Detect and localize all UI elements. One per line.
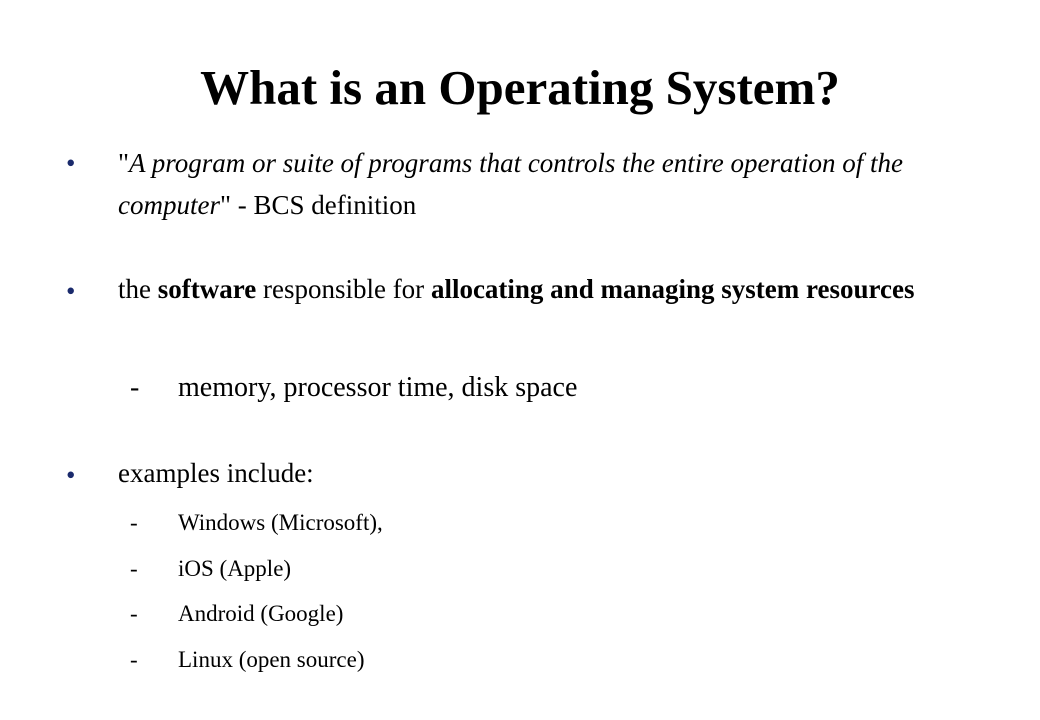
quote-close: " <box>219 190 232 220</box>
resources-bold: allocating and managing system resources <box>430 274 915 304</box>
software-bold: software <box>157 274 257 304</box>
bullet-icon: • <box>66 148 76 178</box>
dash-icon: - <box>130 556 138 581</box>
resources-text-1: the <box>118 274 158 304</box>
bullet-icon: • <box>66 460 76 490</box>
dash-icon: - <box>130 372 140 403</box>
bullet-icon: • <box>66 276 76 306</box>
dash-icon: - <box>130 510 138 535</box>
slide-title: What is an Operating System? <box>200 60 840 115</box>
resources-text-2: responsible for <box>256 274 431 304</box>
definition-quote: A program or suite of programs that controls the entire operation of the computer <box>118 148 904 220</box>
sub-item-windows: Windows (Microsoft), <box>178 510 383 535</box>
sub-item-linux: Linux (open source) <box>178 647 365 672</box>
definition-source: - BCS definition <box>231 190 417 220</box>
sub-item-android: Android (Google) <box>178 601 344 626</box>
quote-open: " <box>118 148 130 178</box>
sub-item-resources: memory, processor time, disk space <box>178 372 578 403</box>
definition-paragraph <box>118 142 958 226</box>
resources-paragraph <box>118 268 958 310</box>
dash-icon: - <box>130 647 138 672</box>
examples-heading: examples include: <box>118 458 314 488</box>
dash-icon: - <box>130 601 138 626</box>
sub-item-ios: iOS (Apple) <box>178 556 292 581</box>
